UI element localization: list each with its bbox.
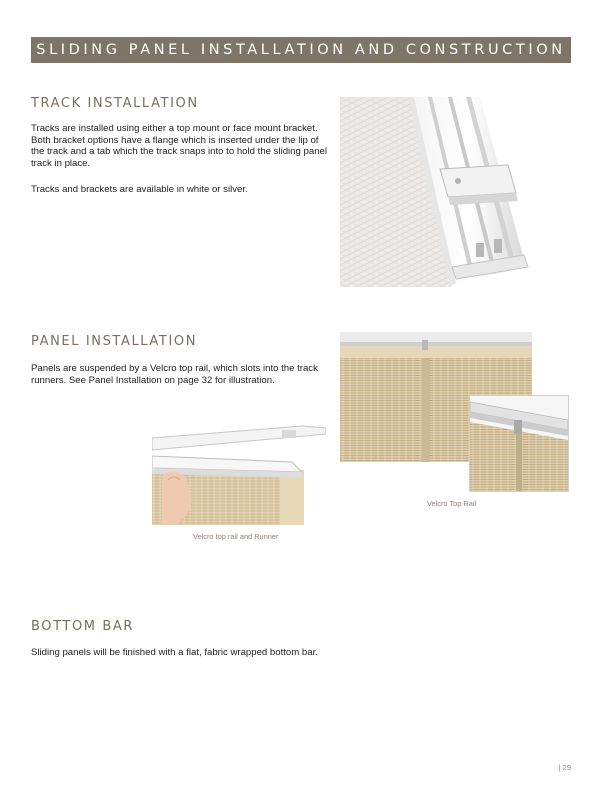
page-title: SLIDING PANEL INSTALLATION AND CONSTRUCTION bbox=[36, 42, 566, 58]
page-number: | 29 bbox=[558, 763, 571, 772]
velcro-top-rail-runner-photo bbox=[152, 420, 326, 525]
panel-installation-text: Panels are suspended by a Velcro top rail, which slots into the track runners. See Panel Installation on page 32 for illustration. bbox=[31, 363, 318, 386]
bottom-bar-heading: BOTTOM BAR bbox=[31, 619, 135, 634]
track-installation-text: Tracks are installed using either a top mount or face mount bracket. Both bracket options have a flange which is inserted under the lip of the track and a tab which the track snaps into to hold the sliding panel track in place. bbox=[31, 123, 327, 169]
track-bracket-photo bbox=[340, 97, 570, 287]
velcro-top-rail-caption: Velcro Top Rail bbox=[427, 499, 477, 508]
panel-installation-heading: PANEL INSTALLATION bbox=[31, 334, 198, 349]
bottom-bar-text: Sliding panels will be finished with a flat, fabric wrapped bottom bar. bbox=[31, 647, 318, 658]
velcro-runner-caption: Velcro top rail and Runner bbox=[193, 532, 279, 541]
track-installation-heading: TRACK INSTALLATION bbox=[31, 96, 199, 111]
track-colors-text: Tracks and brackets are available in white or silver. bbox=[31, 184, 248, 195]
title-banner bbox=[31, 37, 571, 63]
track-detail-inset-photo bbox=[469, 395, 569, 492]
